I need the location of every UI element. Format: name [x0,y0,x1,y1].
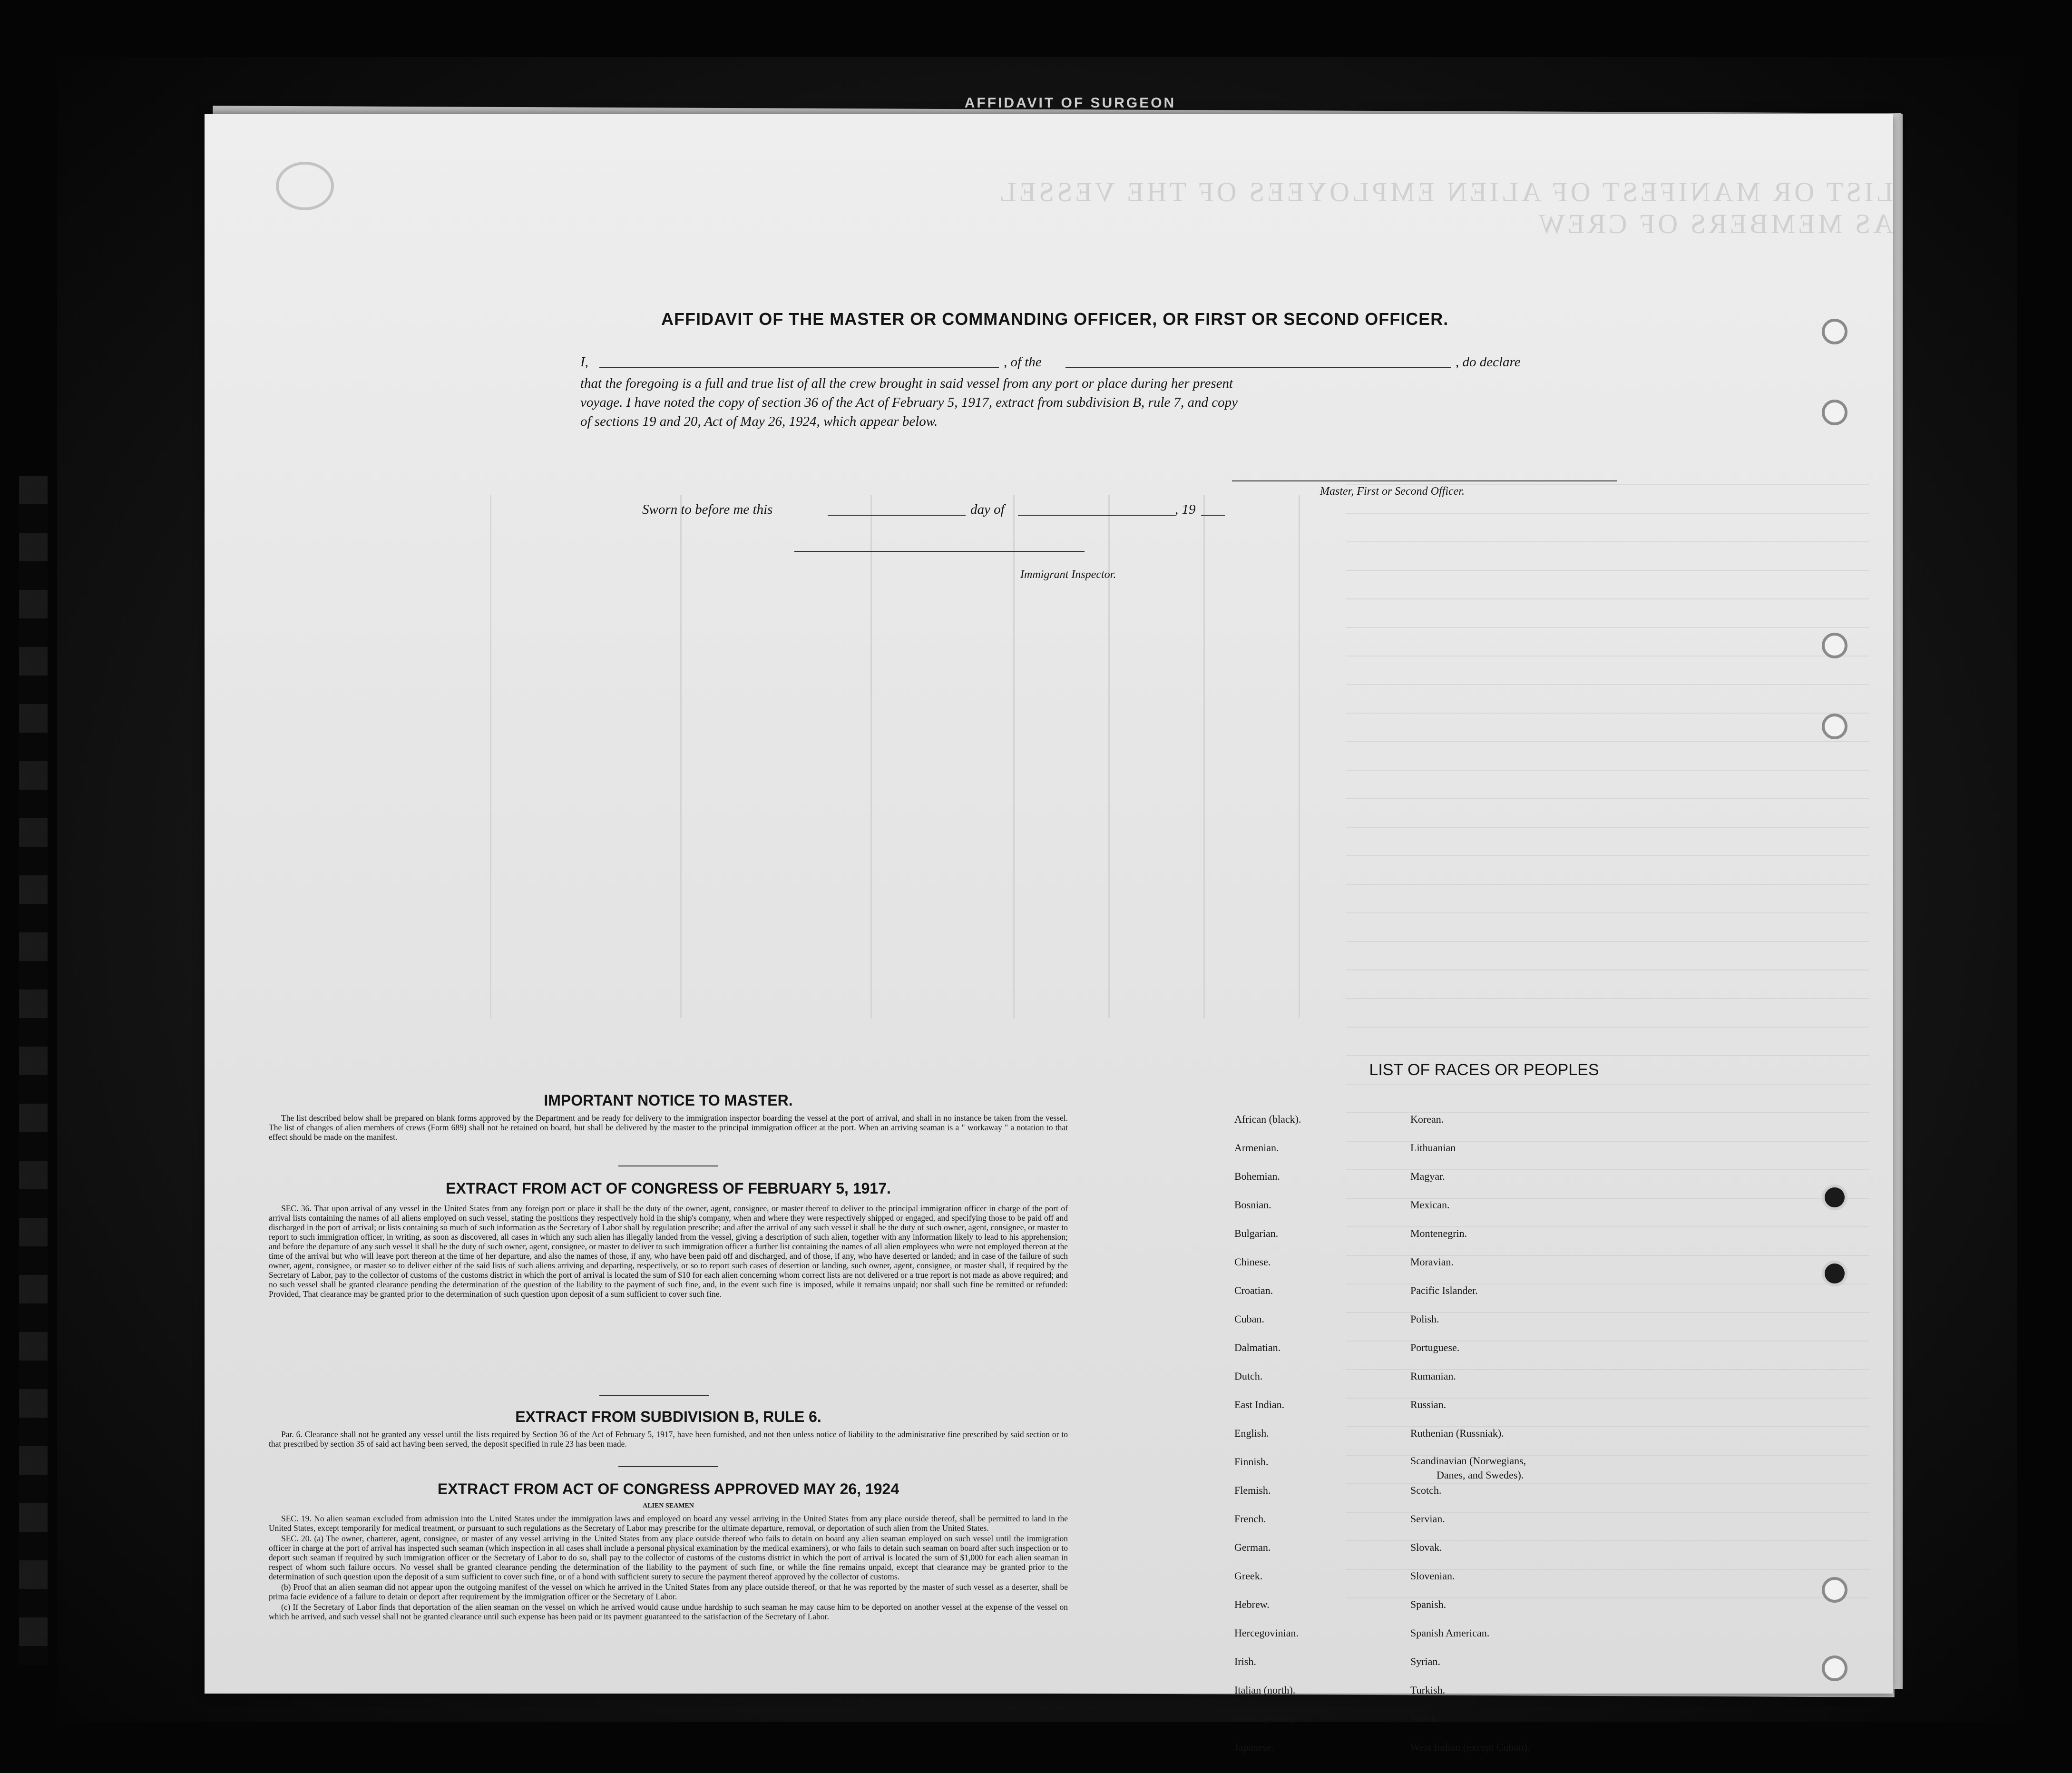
vessel-name-field[interactable] [1065,367,1451,368]
binder-hole [1822,1261,1847,1286]
section-divider [599,1395,709,1396]
race-right-item: Magyar. [1410,1170,1445,1182]
sworn-year-field[interactable] [1201,515,1225,516]
binder-hole [1822,714,1847,739]
race-left-item: Bulgarian. [1234,1227,1279,1239]
race-right-item: Turkish. [1410,1684,1446,1696]
race-left-item: Irish. [1234,1655,1256,1667]
film-sprocket-strip [19,476,48,1665]
race-left-item: African (black). [1234,1113,1301,1125]
extract-rule6-title: EXTRACT FROM SUBDIVISION B, RULE 6. [515,1408,821,1425]
extract-1917-paragraph: SEC. 36. That upon arrival of any vessel in the United States from any foreign port or place it shall be the duty of the owner, agent, consignee, or master thereof to deliver to the principal immigration officer in charge of the port of arrival lists containing the names of all aliens employed on such vessel, stating the positions they respectively hold in the ship's company, when and where they were respectively shipped or engaged, and specifying those to be paid off and discharged in the port of arrival; or lists containing so much of such information as the Secretary of Labor shall by regulation prescribe; and after the arrival of any such vessel it shall be the duty of such owner, agent, consignee, or master to report to such immigration officer, in writing, as soon as discovered, all cases in which any such alien has illegally landed from the vessel, giving a description of such alien, together with any information likely to lead to his apprehension; and before the departure of any such vessel it shall be the duty of such owner, agent, consignee, or master to deliver to such immigration officer a further list containing the names of all alien employees who were not employed thereon at the time of the arrival but who will leave port thereon at the time of her departure, and also the names of those, if any, who have been paid off and discharged, and of those, if any, who have deserted or landed; and in case of the failure of such owner, agent, consignee, or master so to deliver either of the said lists of such aliens arriving and departing, respectively, or so to report such cases of desertion or landing, such owner, agent, consignee, or master shall, if required by the Secretary of Labor, pay to the collector of customs of the customs district in which the port of arrival is located the sum of $10 for each alien concerning whom correct lists are not delivered or a true report is not made as above required; and no such vessel shall be granted clearance pending the determination of the question of the liability to the payment of such fine, and, in the event such fine is imposed, while it remains unpaid; nor shall such fine be remitted or refunded: Provided, That clearance may be granted prior to the determination of such question upon deposit of a sum sufficient to cover such fine. [269,1204,1068,1299]
race-left-item: Hercegovinian. [1234,1627,1299,1639]
race-left-item: Bohemian. [1234,1170,1280,1182]
race-right-item: Rumanian. [1410,1370,1456,1382]
affidavit-page [205,114,1893,1753]
race-right-item: Syrian. [1410,1655,1440,1667]
race-left-item: Dutch. [1234,1370,1263,1382]
extract-rule6-paragraph: Par. 6. Clearance shall not be granted any vessel until the lists required by Section 36 of the Act of February 5, 1917, have been furnished, and not then unless notice of liability to the administrative fine prescribed by said section or to that prescribed by section 35 of said act having been served, the deposit specified in rule 23 has been made. [269,1430,1068,1449]
race-left-item: German. [1234,1541,1271,1553]
affidavit-title: AFFIDAVIT OF THE MASTER OR COMMANDING OFFICER, OR FIRST OR SECOND OFFICER. [661,309,1449,329]
race-right-item: Spanish. [1410,1598,1446,1610]
race-right-item: Portuguese. [1410,1342,1460,1353]
binder-hole [1822,633,1847,658]
binder-hole [1822,1577,1847,1603]
section-divider [618,1466,718,1467]
races-title: LIST OF RACES OR PEOPLES [1369,1061,1599,1079]
race-left-item: Italian (south). [1234,1713,1296,1724]
affidavit-line1-of-the: , of the [1004,354,1042,370]
extract-1924-sec19: SEC. 19. No alien seaman excluded from admission into the United States under the immigration laws and employed on board any vessel arriving in the United States from any place outside thereof, shall be permitted to land in the United States, except temporarily for medical treatment, or pursuant to such regulations as the Secretary of Labor may prescribe for the ultimate departure, removal, or deportation of such alien from the United States. [269,1514,1068,1533]
master-signature-field[interactable] [1232,480,1617,481]
inspector-signature-label: Immigrant Inspector. [1020,568,1116,581]
race-right-item: Servian. [1410,1513,1445,1525]
race-right-item: Korean. [1410,1113,1444,1125]
extract-1917-title: EXTRACT FROM ACT OF CONGRESS OF FEBRUARY 5, 1917. [446,1180,891,1197]
race-left-item: Hebrew. [1234,1598,1270,1610]
race-right-item: West Indian (except Cuban). [1410,1741,1530,1753]
binder-hole [1822,1655,1847,1681]
race-left-item: Finnish. [1234,1456,1269,1468]
extract-1917-text [269,1204,1068,1300]
race-left-item: French. [1234,1513,1266,1525]
race-right-item: Pacific Islander. [1410,1284,1478,1296]
extract-1924-sec20b: (b) Proof that an alien seaman did not appear upon the outgoing manifest of the vessel on which he arrived in the United States from any place outside thereof, or that he was reported by the master of such vessel as a deserter, shall be prima facie evidence of a failure to detain or deport after requirement by the immigration officer or the Secretary of Labor. [269,1582,1068,1601]
affidavit-line1-declare: , do declare [1456,354,1521,370]
header-strip-label: AFFIDAVIT OF SURGEON [964,95,1176,111]
faint-stamp-mark [276,162,334,210]
sworn-day-of: day of [970,502,1005,517]
race-right-item: Russian. [1410,1399,1446,1411]
binder-hole [1822,1185,1847,1210]
extract-1924-text [269,1514,1068,1622]
race-right-item: Montenegrin. [1410,1227,1467,1239]
race-left-item: Armenian. [1234,1142,1279,1154]
race-left-item: Chinese. [1234,1256,1271,1268]
race-left-item: Croatian. [1234,1284,1273,1296]
binder-hole [1822,400,1847,425]
race-left-item: Greek. [1234,1570,1263,1582]
sworn-day-field[interactable] [828,515,966,516]
race-right-item: Scandinavian (Norwegians, [1410,1455,1526,1467]
race-right-item: Scotch. [1410,1484,1442,1496]
race-right-item: Ruthenian (Russniak). [1410,1427,1504,1439]
race-right-item: Spanish American. [1410,1627,1490,1639]
race-right-item: Moravian. [1410,1256,1454,1268]
bleed-through-column-line [1203,495,1205,1018]
affidavit-line3: voyage. I have noted the copy of section 36 of the Act of February 5, 1917, extract from subdivision B, rule 7, and copy [580,395,1238,410]
extract-1924-sec20c: (c) If the Secretary of Labor finds that deportation of the alien seaman on the vessel on which he arrived would cause undue hardship to such seaman he may cause him to be deported on another vessel at the expense of the vessel on which he arrived, and such vessel shall not be granted clearance until such expense has been paid or its payment guaranteed to the satisfaction of the Secretary of Labor. [269,1602,1068,1621]
race-left-item: Cuban. [1234,1313,1264,1325]
race-right-item: Slovak. [1410,1541,1442,1553]
race-right-item: Slovenian. [1410,1570,1455,1582]
race-left-item: Italian (north). [1234,1684,1296,1696]
bleed-through-column-line [1013,495,1015,1018]
notice-text [269,1113,1068,1143]
affidavit-line4: of sections 19 and 20, Act of May 26, 1924, which appear below. [580,414,938,429]
bleed-through-column-line [680,495,682,1018]
race-left-item: Bosnian. [1234,1199,1271,1211]
extract-rule6-text [269,1430,1068,1450]
race-left-item: English. [1234,1427,1269,1439]
race-left-item: East Indian. [1234,1399,1285,1411]
notice-paragraph: The list described below shall be prepared on blank forms approved by the Department and be ready for delivery to the immigration inspector boarding the vessel at the port of arrival, and shall in no instance be taken from the vessel. The list of changes of alien members of crews (Form 689) shall not be retained on board, but shall be delivered by the master to the principal immigration officer at the port. When an arriving seaman is a " workaway " a notation to that effect should be made on the manifest. [269,1113,1068,1142]
race-right-item: Mexican. [1410,1199,1450,1211]
bleed-through-title: LIST OR MANIFEST OF ALIEN EMPLOYEES OF THE VESSEL AS MEMBERS OF CREW [997,176,1893,239]
bleed-through-column-line [870,495,872,1018]
master-signature-label: Master, First or Second Officer. [1320,485,1465,498]
extract-1924-sec20a: SEC. 20. (a) The owner, charterer, agent, consignee, or master of any vessel arriving in the United States from any place outside thereof who fails to detain on board any alien seaman employed on such vessel until the immigration officer in charge at the port of arrival has inspected such seaman (which inspection in all cases shall include a personal physical examination by the medical examiners), or who fails to detain such seaman on board after such inspection or to deport such seaman if required by such immigration officer or the Secretary of Labor to do so, shall pay to the collector of customs of the customs district in which the port of arrival is located the sum of $1,000 for each alien seaman in respect of whom such failure occurs. No vessel shall be granted clearance pending the determination of the liability to the payment of such fine, or while the fine remains unpaid, except that clearance may be granted prior to the determination of such question upon the deposit of a sum sufficient to cover such fine, or of a bond with sufficient surety to secure the payment thereof approved by the collector of customs. [269,1534,1068,1581]
race-right-item: Danes, and Swedes). [1437,1469,1524,1481]
sworn-year-prefix: , 19 [1175,502,1196,517]
sworn-month-field[interactable] [1018,515,1175,516]
bleed-through-column-line [1299,495,1300,1018]
race-right-item: Polish. [1410,1313,1439,1325]
extract-1924-subtitle: ALIEN SEAMEN [643,1502,694,1509]
inspector-signature-field[interactable] [794,551,1085,552]
race-left-item: Flemish. [1234,1484,1271,1496]
affidavit-line1-i: I, [580,354,588,370]
master-name-field[interactable] [599,367,999,368]
extract-1924-title: EXTRACT FROM ACT OF CONGRESS APPROVED MAY 26, 1924 [437,1480,899,1498]
notice-title: IMPORTANT NOTICE TO MASTER. [544,1092,793,1109]
race-right-item: Welsh. [1410,1713,1439,1724]
race-left-item: Dalmatian. [1234,1342,1281,1353]
sworn-prefix: Sworn to before me this [642,502,773,517]
race-left-item: Japanese. [1234,1741,1274,1753]
bleed-through-column-line [490,495,491,1018]
race-right-item: Lithuanian [1410,1142,1456,1154]
affidavit-line2: that the foregoing is a full and true list of all the crew brought in said vessel from any port or place during her present [580,376,1233,391]
binder-hole [1822,319,1847,344]
